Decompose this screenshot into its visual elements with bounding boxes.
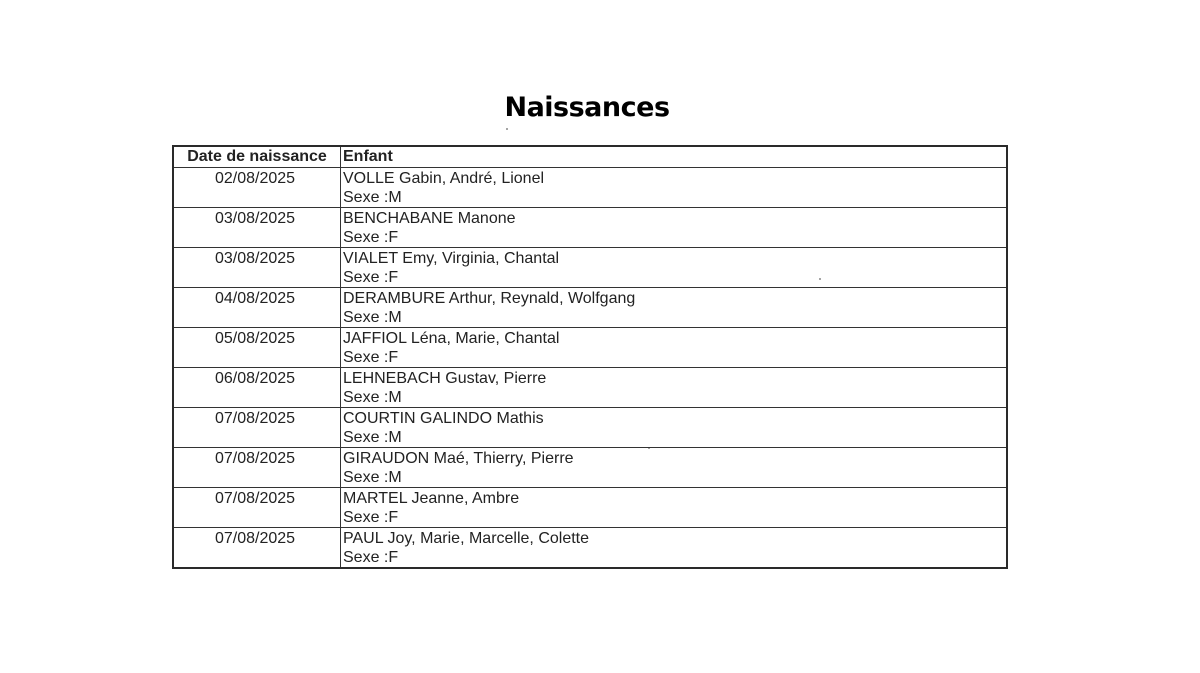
- scan-speck: [506, 128, 508, 130]
- child-sex: Sexe :M: [343, 469, 402, 486]
- child-name: VIALET Emy, Virginia, Chantal: [343, 250, 560, 267]
- table-row: [173, 328, 1007, 368]
- child-sex: Sexe :F: [343, 509, 399, 526]
- child-name: PAUL Joy, Marie, Marcelle, Colette: [343, 530, 590, 547]
- child-name: GIRAUDON Maé, Thierry, Pierre: [343, 450, 574, 467]
- birth-date-cell: 02/08/2025: [173, 168, 341, 208]
- table-row: [173, 528, 1007, 569]
- child-cell: [341, 168, 1008, 208]
- child-sex: Sexe :F: [343, 229, 399, 246]
- child-sex: Sexe :F: [343, 349, 399, 366]
- child-cell: [341, 488, 1008, 528]
- child-sex: Sexe :M: [343, 309, 402, 326]
- child-name: BENCHABANE Manone: [343, 210, 516, 227]
- birth-date-cell: 03/08/2025: [173, 248, 341, 288]
- header-child: Enfant: [341, 146, 1008, 168]
- table-row: [173, 488, 1007, 528]
- table-row: [173, 408, 1007, 448]
- child-sex: Sexe :M: [343, 389, 402, 406]
- table-row: [173, 288, 1007, 328]
- header-birth-date: Date de naissance: [173, 146, 341, 168]
- child-sex: Sexe :F: [343, 269, 399, 286]
- table-body: [173, 168, 1007, 569]
- child-cell: [341, 328, 1008, 368]
- birth-date-cell: 05/08/2025: [173, 328, 341, 368]
- birth-date-cell: 03/08/2025: [173, 208, 341, 248]
- child-cell: [341, 248, 1008, 288]
- page-title: Naissances: [504, 92, 670, 124]
- child-name: VOLLE Gabin, André, Lionel: [343, 170, 545, 187]
- table-row: [173, 368, 1007, 408]
- child-name: MARTEL Jeanne, Ambre: [343, 490, 520, 507]
- table-row: [173, 168, 1007, 208]
- birth-date-cell: 07/08/2025: [173, 488, 341, 528]
- child-name: COURTIN GALINDO Mathis: [343, 410, 544, 427]
- birth-date-cell: 06/08/2025: [173, 368, 341, 408]
- birth-date-cell: 07/08/2025: [173, 528, 341, 569]
- child-sex: Sexe :F: [343, 549, 399, 566]
- child-name: JAFFIOL Léna, Marie, Chantal: [343, 330, 560, 347]
- table-header-row: [173, 146, 1007, 168]
- table-row: [173, 208, 1007, 248]
- child-cell: [341, 448, 1008, 488]
- birth-date-cell: 04/08/2025: [173, 288, 341, 328]
- birth-date-cell: 07/08/2025: [173, 408, 341, 448]
- child-cell: [341, 408, 1008, 448]
- child-sex: Sexe :M: [343, 189, 402, 206]
- table-row: [173, 248, 1007, 288]
- child-name: DERAMBURE Arthur, Reynald, Wolfgang: [343, 290, 636, 307]
- birth-date-cell: 07/08/2025: [173, 448, 341, 488]
- child-sex: Sexe :M: [343, 429, 402, 446]
- child-cell: [341, 208, 1008, 248]
- births-table: [172, 145, 1008, 569]
- child-name: LEHNEBACH Gustav, Pierre: [343, 370, 547, 387]
- table-row: [173, 448, 1007, 488]
- child-cell: [341, 288, 1008, 328]
- child-cell: [341, 368, 1008, 408]
- child-cell: [341, 528, 1008, 569]
